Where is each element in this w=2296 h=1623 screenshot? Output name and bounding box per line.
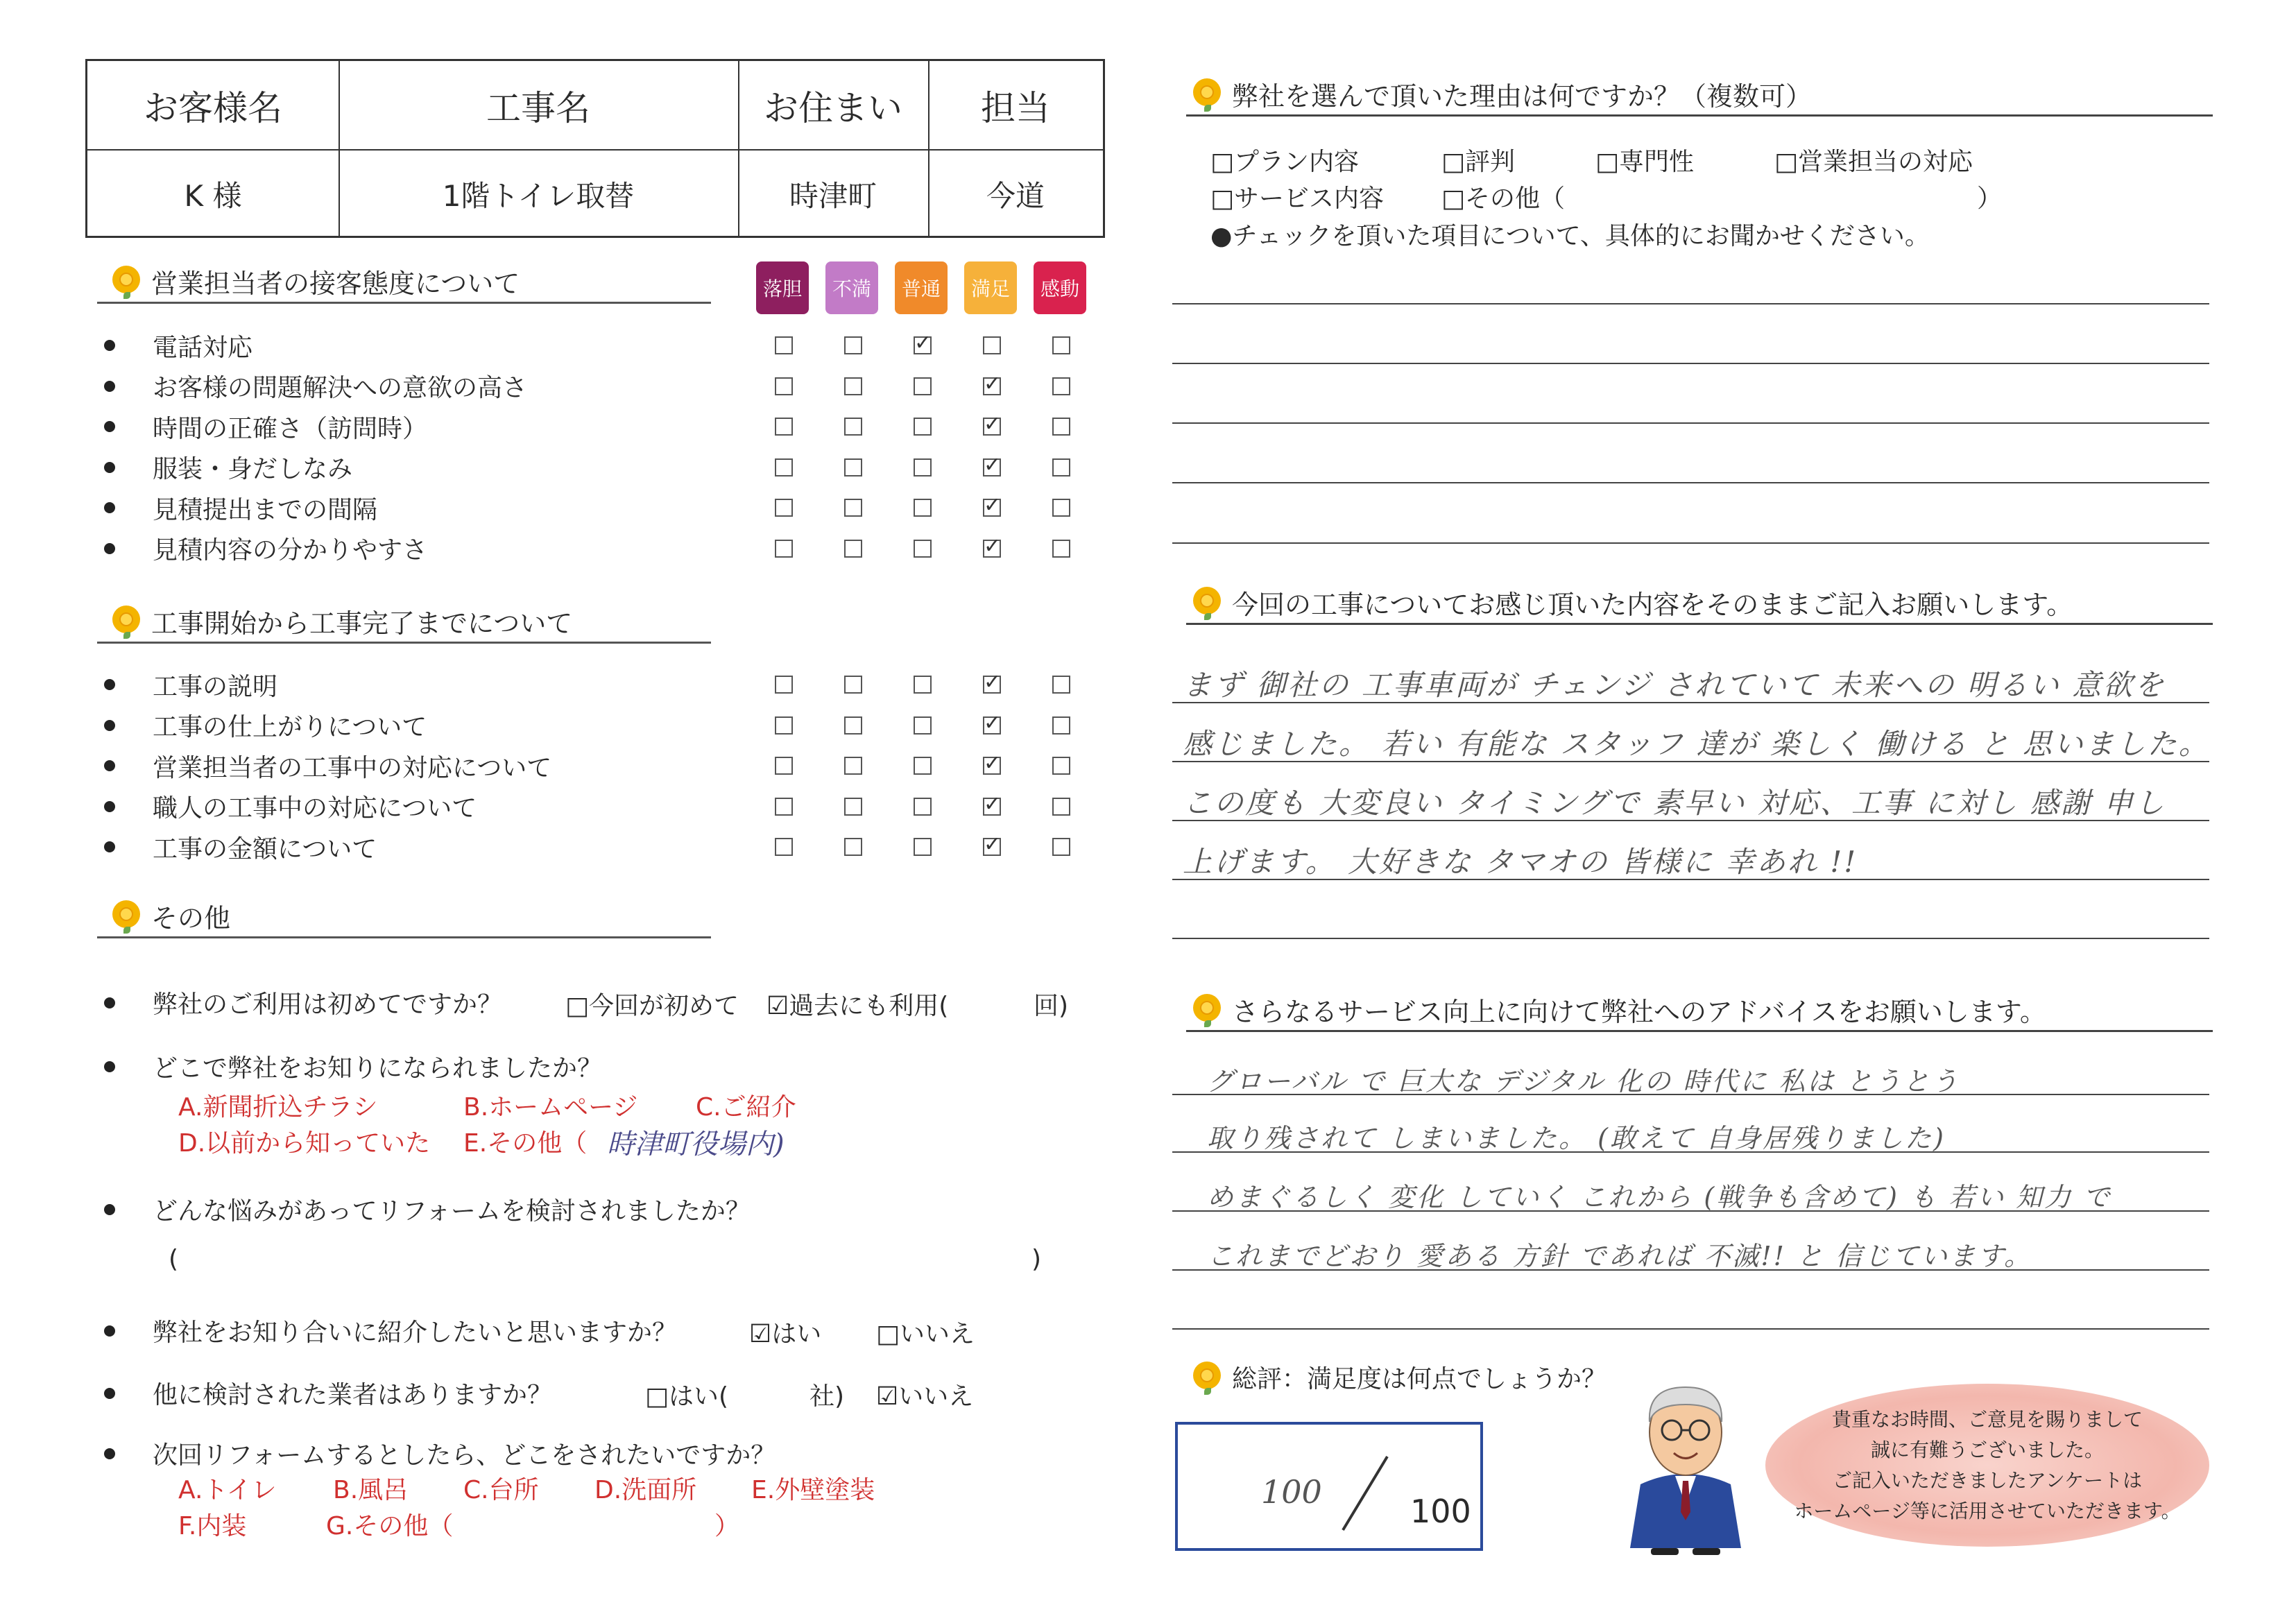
concern-close-paren: ) — [1031, 1245, 1042, 1273]
rating-checkbox-感動[interactable] — [1052, 336, 1070, 354]
bullet-icon — [104, 720, 115, 731]
rating-checkbox-不満[interactable] — [844, 716, 862, 735]
header-residence: お住まい — [764, 87, 902, 128]
flower-icon — [111, 606, 142, 636]
value-work-name: 1階トイレ取替 — [442, 178, 635, 213]
rating-checkbox-不満[interactable] — [844, 676, 862, 694]
rating-checkbox-落胆[interactable] — [775, 377, 793, 395]
reason-other-close: ） — [1977, 184, 2003, 213]
section-title: 営業担当者の接客態度について — [151, 268, 520, 299]
rating-checkbox-感動[interactable] — [1052, 757, 1070, 775]
rating-checkbox-不満[interactable] — [844, 540, 862, 558]
rating-checkbox-感動[interactable] — [1052, 499, 1070, 517]
question-text: どんな悩みがあってリフォームを検討されましたか？ — [153, 1197, 751, 1226]
option-used-count-close: 回) — [1034, 992, 1069, 1020]
section-title: 今回の工事についてお感じ頂いた内容をそのままご記入お願いします。 — [1232, 589, 2073, 620]
rating-row — [104, 409, 427, 444]
question-other-vendors — [104, 1375, 552, 1411]
answer-line — [1172, 422, 2209, 424]
option-other[interactable]: E.その他（ — [463, 1129, 588, 1158]
question-concern — [104, 1192, 751, 1227]
option-vendors-count: 社) — [809, 1382, 845, 1411]
rating-checkbox-落胆[interactable] — [775, 716, 793, 735]
impression-line: この度も 大変良い タイミングで 素早い 対応、工事 に対し 感謝 申し — [1183, 786, 2166, 820]
option-recommend-no[interactable]: □いいえ — [876, 1320, 975, 1348]
option-exterior-paint[interactable]: E.外壁塗装 — [751, 1476, 875, 1504]
rating-checkbox-落胆[interactable] — [775, 458, 793, 476]
thanks-line: 誠に有難うございました。 — [1870, 1438, 2104, 1461]
reason-other[interactable]: □その他（ — [1441, 184, 1566, 213]
value-customer-name: K 様 — [184, 178, 242, 213]
rating-checkbox-感動[interactable] — [1052, 540, 1070, 558]
rating-checkbox-普通[interactable] — [914, 336, 932, 354]
rating-checkbox-普通[interactable] — [914, 377, 932, 395]
header-staff: 担当 — [981, 87, 1050, 128]
option-vendors-no[interactable]: ☑いいえ — [876, 1382, 974, 1411]
flower-icon — [1192, 994, 1222, 1024]
rating-checkbox-満足[interactable] — [983, 336, 1001, 354]
answer-line — [1172, 482, 2209, 483]
rating-chip-disappointed: 落胆 — [756, 261, 809, 314]
rating-row — [104, 531, 427, 566]
question-next-reform — [104, 1436, 776, 1471]
option-kitchen[interactable]: C.台所 — [463, 1476, 539, 1504]
rating-checkbox-落胆[interactable] — [775, 798, 793, 816]
reason-service[interactable]: □サービス内容 — [1210, 184, 1385, 213]
rating-checkbox-普通[interactable] — [914, 716, 932, 735]
rating-checkbox-普通[interactable] — [914, 499, 932, 517]
rating-row-label: 服装・身だしなみ — [153, 455, 353, 483]
value-staff: 今道 — [986, 178, 1045, 213]
rating-checkbox-普通[interactable] — [914, 757, 932, 775]
question-how-known — [104, 1049, 602, 1084]
bullet-icon — [104, 801, 115, 812]
bullet-icon — [104, 340, 115, 351]
flower-icon — [111, 900, 142, 931]
bullet-icon — [104, 1061, 115, 1072]
bullet-icon — [104, 502, 115, 513]
option-washroom[interactable]: D.洗面所 — [594, 1476, 697, 1504]
rating-checkbox-落胆[interactable] — [775, 499, 793, 517]
rating-checkbox-落胆[interactable] — [775, 336, 793, 354]
rating-row — [104, 708, 427, 743]
rating-checkbox-満足[interactable] — [983, 540, 1001, 558]
question-recommend — [104, 1313, 677, 1348]
bullet-icon — [104, 760, 115, 771]
rating-checkbox-満足[interactable] — [983, 676, 1001, 694]
option-known-before[interactable]: D.以前から知っていた — [178, 1129, 431, 1158]
rating-row-label: 電話対応 — [153, 333, 253, 362]
rating-checkbox-落胆[interactable] — [775, 838, 793, 856]
advice-line: 取り残されて しまいました。 (敢えて 自身居残りました) — [1207, 1123, 1946, 1153]
bullet-icon — [104, 462, 115, 473]
rating-row-label: 工事の金額について — [153, 834, 377, 864]
rating-checkbox-普通[interactable] — [914, 838, 932, 856]
rating-checkbox-普通[interactable] — [914, 676, 932, 694]
impression-line: 感じました。 若い 有能な スタッフ 達が 楽しく 働ける と 思いました。 — [1183, 727, 2210, 761]
impression-line: 上げます。 大好きな タマオの 皆様に 幸あれ !! — [1183, 845, 1858, 879]
rating-checkbox-不満[interactable] — [844, 499, 862, 517]
question-text: 弊社をお知り合いに紹介したいと思いますか？ — [153, 1319, 678, 1347]
rating-checkbox-感動[interactable] — [1052, 418, 1070, 436]
rating-checkbox-満足[interactable] — [983, 798, 1001, 816]
rating-row-label: 営業担当者の工事中の対応について — [153, 753, 552, 782]
section-construction-header — [97, 600, 711, 644]
rating-checkbox-満足[interactable] — [983, 499, 1001, 517]
rating-row-label: お客様の問題解決への意欲の高さ — [153, 374, 528, 402]
thanks-line: ご記入いただきましたアンケートは — [1832, 1468, 2143, 1492]
bullet-icon — [104, 1325, 115, 1337]
reason-note: ●チェックを頂いた項目について、具体的にお聞かせください。 — [1210, 222, 1930, 250]
question-text: どこで弊社をお知りになられましたか？ — [153, 1054, 603, 1083]
score-slash — [1337, 1452, 1393, 1536]
rating-checkbox-落胆[interactable] — [775, 418, 793, 436]
score-box — [1175, 1422, 1483, 1551]
reason-reputation[interactable]: □評判 — [1441, 148, 1516, 176]
concern-open-paren: ( — [169, 1245, 179, 1273]
bullet-icon — [104, 1388, 115, 1399]
advice-line: これまでどおり 愛ある 方針 であれば 不滅!! と 信じています。 — [1207, 1241, 2032, 1271]
answer-line — [1172, 363, 2209, 364]
option-homepage[interactable]: B.ホームページ — [463, 1093, 638, 1122]
rating-checkbox-不満[interactable] — [844, 757, 862, 775]
option-vendors-yes[interactable]: □はい( — [645, 1382, 729, 1411]
option-interior[interactable]: F.内装 — [178, 1512, 247, 1540]
header-work-name: 工事名 — [486, 87, 590, 128]
rating-row-label: 職人の工事中の対応について — [153, 794, 477, 823]
bullet-icon — [104, 997, 115, 1008]
flower-icon — [1192, 587, 1222, 617]
rating-checkbox-感動[interactable] — [1052, 676, 1070, 694]
thanks-line: 貴重なお時間、ご意見を賜りまして — [1831, 1407, 2143, 1431]
rating-checkbox-落胆[interactable] — [775, 676, 793, 694]
flower-icon — [111, 266, 142, 296]
rating-row-label: 工事の説明 — [153, 672, 278, 701]
rating-checkbox-感動[interactable] — [1052, 716, 1070, 735]
section-staff-attitude-header — [97, 260, 711, 304]
bullet-icon — [104, 1448, 115, 1459]
thanks-bubble — [1765, 1384, 2209, 1547]
rating-checkbox-不満[interactable] — [844, 418, 862, 436]
thanks-line: ホームページ等に活用させていただきます。 — [1794, 1499, 2181, 1522]
rating-checkbox-不満[interactable] — [844, 458, 862, 476]
rating-checkbox-満足[interactable] — [983, 418, 1001, 436]
reason-staff-response[interactable]: □営業担当の対応 — [1774, 148, 1973, 176]
question-text: 他に検討された業者はありますか？ — [153, 1381, 553, 1409]
rating-row-label: 見積提出までの間隔 — [153, 495, 378, 524]
rating-row — [104, 748, 551, 783]
rating-checkbox-不満[interactable] — [844, 377, 862, 395]
rating-row-label: 見積内容の分かりやすさ — [153, 536, 428, 565]
mascot-figure — [1620, 1366, 1751, 1557]
bullet-icon — [104, 841, 115, 852]
option-introduction[interactable]: C.ご紹介 — [696, 1093, 796, 1122]
rating-checkbox-満足[interactable] — [983, 458, 1001, 476]
score-max: 100 — [1410, 1493, 1471, 1530]
question-text: 次回リフォームするとしたら、どこをされたいですか？ — [153, 1441, 776, 1470]
rating-checkbox-不満[interactable] — [844, 336, 862, 354]
bullet-icon — [104, 1204, 115, 1215]
answer-line — [1172, 303, 2209, 304]
rating-checkbox-不満[interactable] — [844, 798, 862, 816]
rating-chip-normal: 普通 — [895, 261, 948, 314]
rating-row — [104, 490, 377, 525]
section-other-header — [97, 895, 711, 938]
answer-line — [1172, 542, 2209, 544]
handwritten-other-source: 時津町役場内) — [607, 1128, 785, 1160]
flower-icon — [1192, 1362, 1222, 1392]
bullet-icon — [104, 381, 115, 392]
section-advice-header — [1186, 988, 2213, 1032]
section-reason-header — [1186, 73, 2213, 117]
rating-checkbox-普通[interactable] — [914, 458, 932, 476]
question-text: 弊社のご利用は初めてですか？ — [153, 990, 503, 1019]
advice-line: グローバル で 巨大な デジタル 化の 時代に 私は とうとう — [1207, 1066, 1960, 1097]
bullet-icon — [104, 543, 115, 554]
header-customer-name: お客様名 — [144, 87, 282, 128]
rating-row — [104, 789, 477, 824]
option-bath[interactable]: B.風呂 — [333, 1476, 409, 1504]
option-other-place[interactable]: G.その他（ — [326, 1512, 454, 1540]
rating-checkbox-感動[interactable] — [1052, 458, 1070, 476]
rating-chip-impressed: 感動 — [1034, 261, 1086, 314]
section-title: さらなるサービス向上に向けて弊社へのアドバイスをお願いします。 — [1232, 996, 2046, 1027]
rating-checkbox-普通[interactable] — [914, 418, 932, 436]
rating-row-label: 時間の正確さ（訪問時） — [153, 414, 428, 443]
customer-info-table — [85, 59, 1105, 238]
section-title: 工事開始から工事完了までについて — [151, 608, 573, 639]
option-newspaper[interactable]: A.新聞折込チラシ — [178, 1093, 378, 1122]
question-first-use — [104, 985, 502, 1020]
option-recommend-yes[interactable]: ☑はい — [749, 1320, 822, 1348]
rating-row — [104, 667, 277, 702]
rating-checkbox-不満[interactable] — [844, 838, 862, 856]
rating-checkbox-満足[interactable] — [983, 757, 1001, 775]
reason-expertise[interactable]: □専門性 — [1595, 148, 1695, 176]
reason-plan[interactable]: □プラン内容 — [1210, 148, 1360, 176]
rating-row — [104, 328, 252, 363]
rating-checkbox-満足[interactable] — [983, 716, 1001, 735]
score-header — [1192, 1356, 1607, 1398]
section-title: その他 — [151, 902, 231, 934]
option-other-place-close: ） — [714, 1512, 740, 1540]
answer-line — [1172, 938, 2209, 939]
rating-chip-dissatisfied: 不満 — [825, 261, 878, 314]
rating-checkbox-普通[interactable] — [914, 798, 932, 816]
rating-row-label: 工事の仕上がりについて — [153, 713, 427, 741]
rating-row — [104, 450, 352, 485]
option-first-time[interactable]: □今回が初めて — [565, 992, 739, 1020]
score-title: 総評：満足度は何点でしょうか？ — [1232, 1364, 1607, 1393]
bullet-icon — [104, 679, 115, 690]
rating-row — [104, 369, 527, 404]
rating-checkbox-落胆[interactable] — [775, 540, 793, 558]
rating-row — [104, 830, 377, 864]
flower-icon — [1192, 78, 1222, 109]
impression-line: まず 御社の 工事車両が チェンジ されていて 未来への 明るい 意欲を — [1183, 668, 2166, 702]
advice-line: めまぐるしく 変化 していく これから (戦争も含めて) も 若い 知力 で — [1207, 1182, 2112, 1212]
rating-chip-satisfied: 満足 — [964, 261, 1017, 314]
option-toilet[interactable]: A.トイレ — [178, 1476, 277, 1504]
rating-checkbox-感動[interactable] — [1052, 798, 1070, 816]
rating-checkbox-落胆[interactable] — [775, 757, 793, 775]
rating-checkbox-満足[interactable] — [983, 377, 1001, 395]
value-residence: 時津町 — [789, 178, 877, 213]
section-title: 弊社を選んで頂いた理由は何ですか？（複数可） — [1232, 80, 1813, 112]
answer-line — [1172, 1328, 2209, 1330]
score-value: 100 — [1261, 1473, 1322, 1511]
bullet-icon — [104, 421, 115, 432]
rating-checkbox-感動[interactable] — [1052, 377, 1070, 395]
rating-checkbox-感動[interactable] — [1052, 838, 1070, 856]
option-used-before[interactable]: ☑過去にも利用( — [766, 992, 949, 1020]
rating-checkbox-満足[interactable] — [983, 838, 1001, 856]
section-impression-header — [1186, 581, 2213, 625]
rating-checkbox-普通[interactable] — [914, 540, 932, 558]
